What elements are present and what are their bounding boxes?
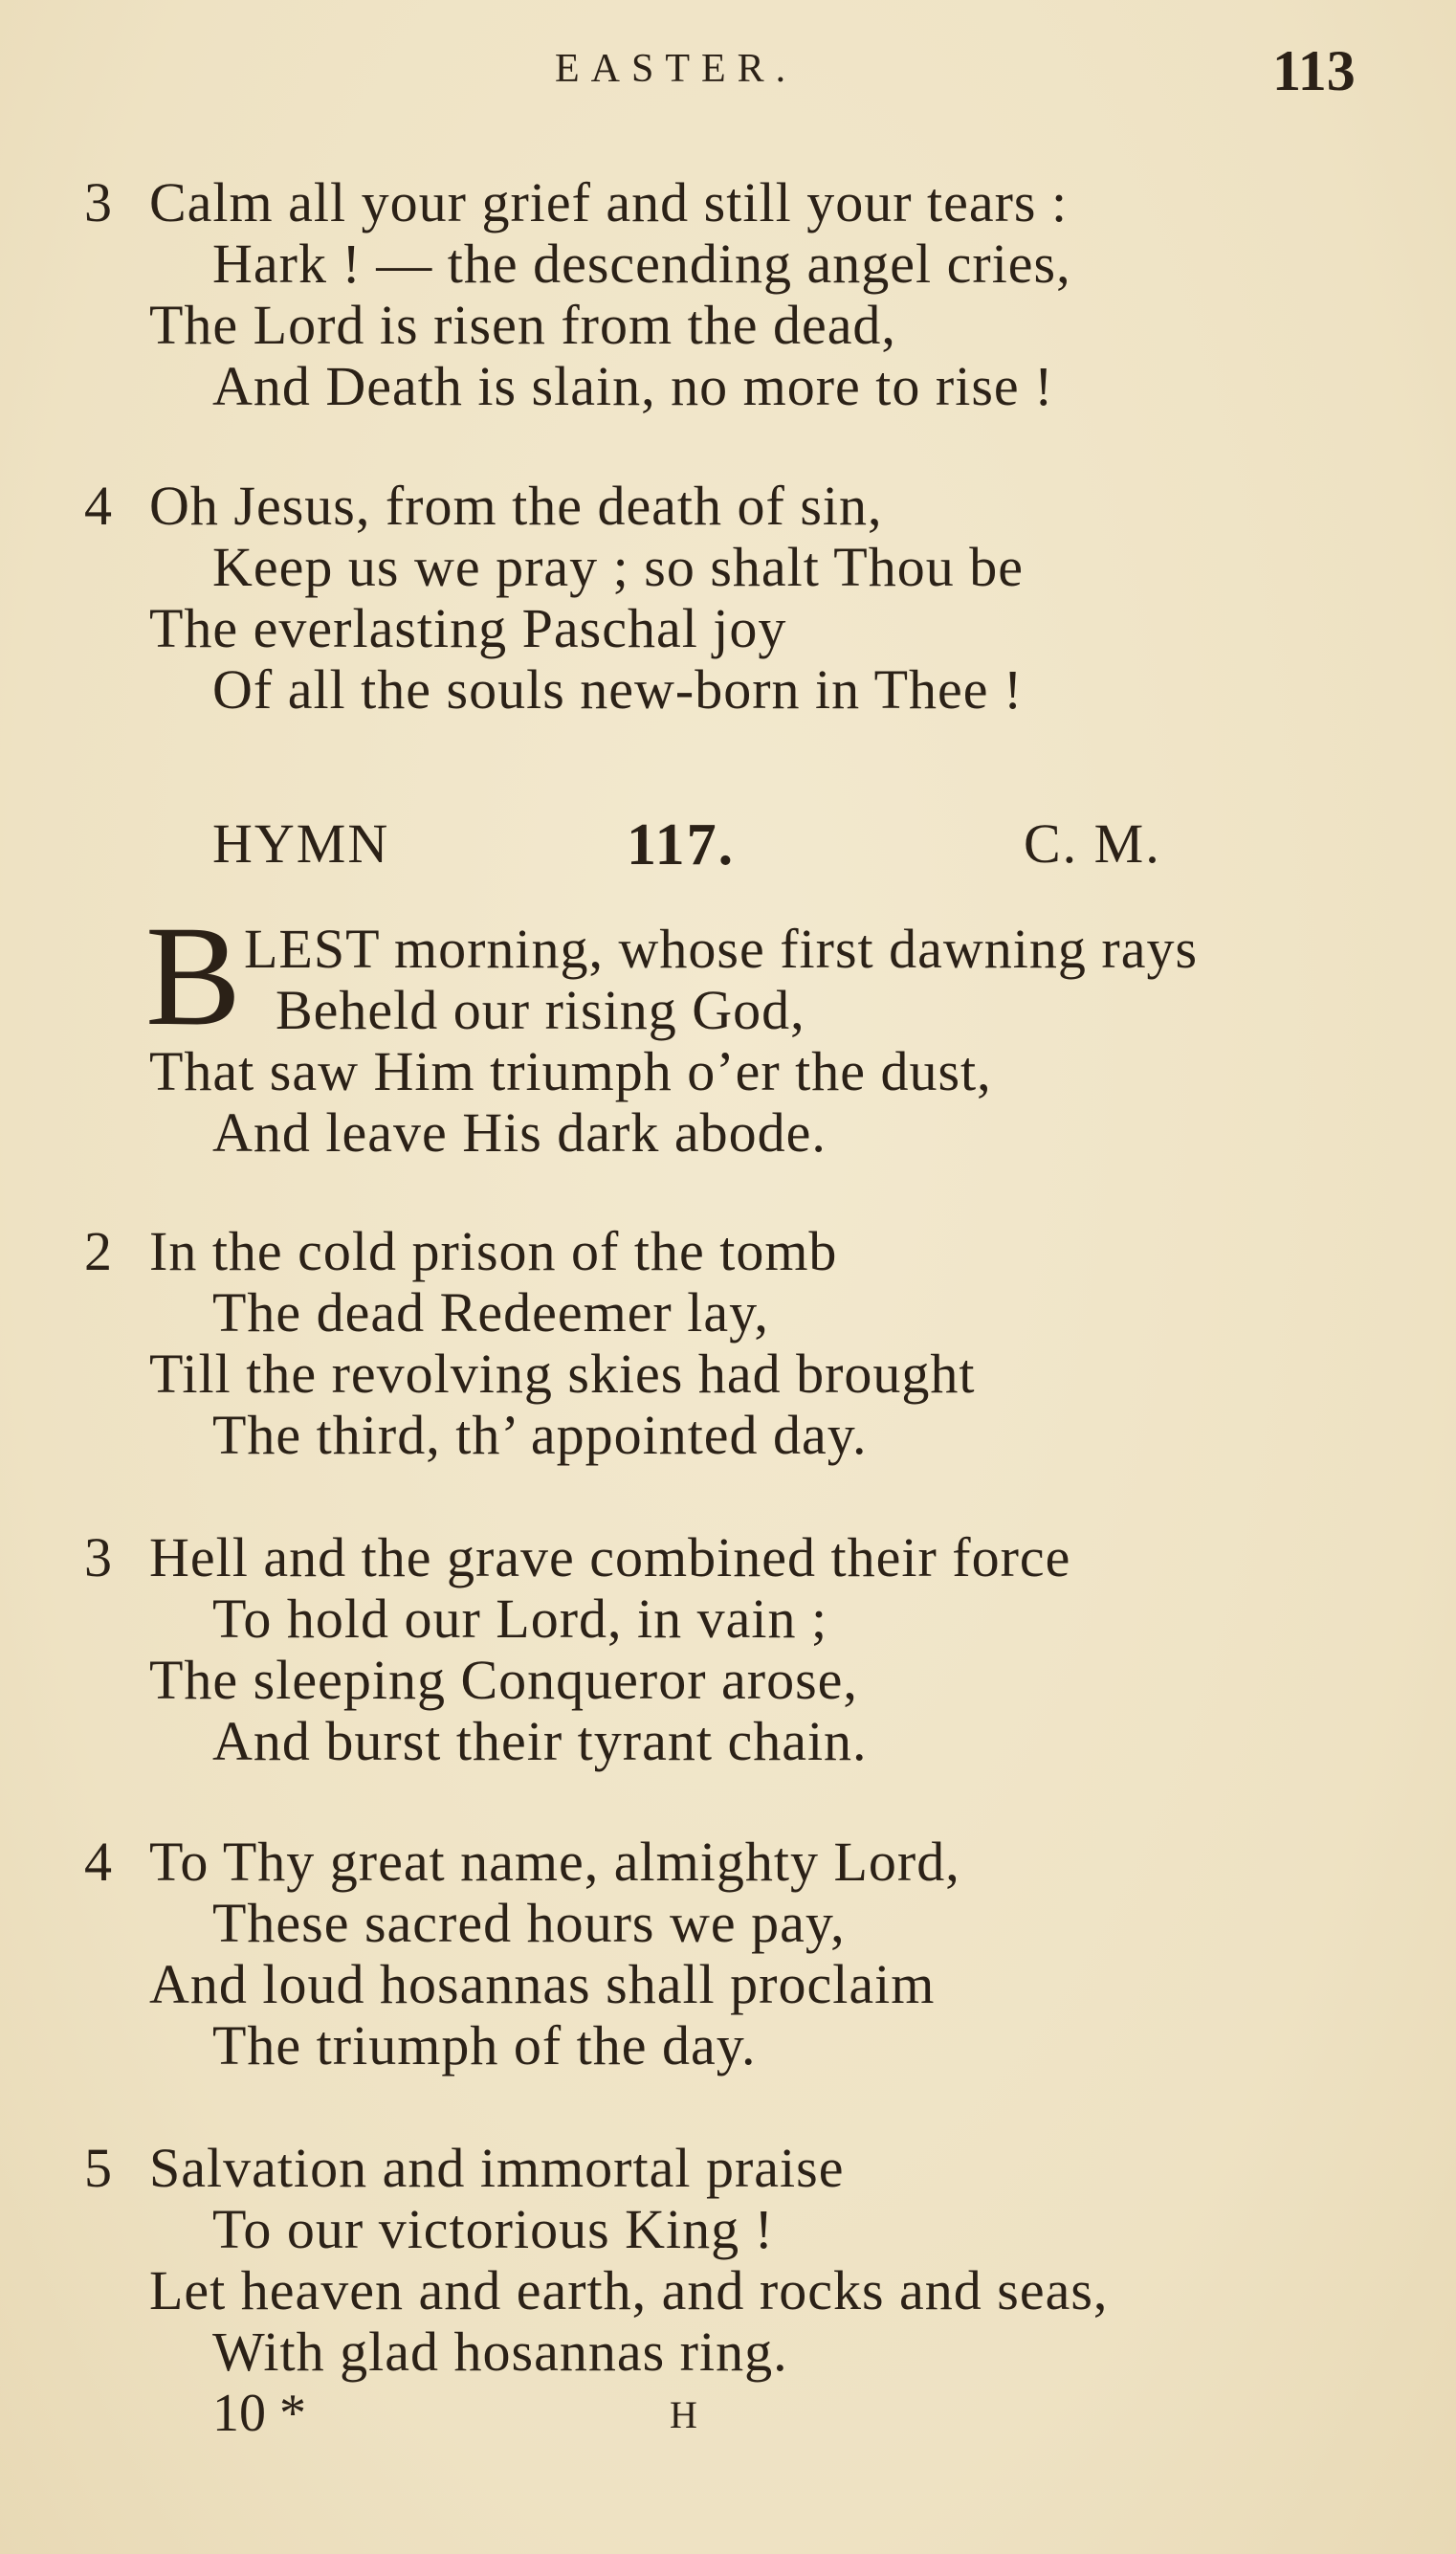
verse-line: Beheld our rising God, — [276, 979, 805, 1041]
stanza-number: 3 — [84, 1526, 112, 1588]
verse-line: Calm all your grief and still your tears : — [149, 171, 1069, 233]
verse-line: These sacred hours we pay, — [212, 1892, 846, 1954]
stanza-number: 2 — [84, 1220, 112, 1282]
page-number: 113 — [1272, 39, 1356, 102]
verse-line: The Lord is risen from the dead, — [149, 294, 896, 356]
stanza-number: 5 — [84, 2137, 112, 2199]
verse-line: Of all the souls new-born in Thee ! — [212, 658, 1024, 721]
verse-line: And burst their tyrant chain. — [212, 1710, 868, 1772]
verse-line: The dead Redeemer lay, — [212, 1281, 769, 1344]
verse-line: With glad hosannas ring. — [212, 2321, 788, 2383]
running-header: EASTER. — [555, 47, 798, 91]
verse-line: The triumph of the day. — [212, 2014, 757, 2077]
verse-line: Hell and the grave combined their force — [149, 1526, 1071, 1588]
hymn-meter: C. M. — [1024, 812, 1161, 875]
verse-line: To our victorious King ! — [212, 2198, 774, 2260]
verse-line: To Thy great name, almighty Lord, — [149, 1831, 960, 1893]
verse-line: LEST morning, whose first dawning rays — [244, 918, 1199, 980]
stanza-number: 4 — [84, 1831, 112, 1893]
verse-line: Hark ! — the descending angel cries, — [212, 233, 1071, 295]
verse-line: Till the revolving skies had brought — [149, 1343, 976, 1405]
verse-line: Salvation and immortal praise — [149, 2137, 845, 2199]
stanza-number: 3 — [84, 171, 112, 233]
verse-line: The sleeping Conqueror arose, — [149, 1649, 858, 1711]
verse-line: The third, th’ appointed day. — [212, 1404, 868, 1466]
drop-cap: B — [145, 897, 242, 1055]
verse-line: Let heaven and earth, and rocks and seas, — [149, 2259, 1109, 2321]
verse-line: To hold our Lord, in vain ; — [212, 1588, 828, 1650]
verse-line: In the cold prison of the tomb — [149, 1220, 838, 1282]
verse-line: Keep us we pray ; so shalt Thou be — [212, 536, 1024, 598]
hymn-label: HYMN — [212, 812, 390, 875]
hymn-number: 117. — [627, 812, 736, 877]
verse-line: Oh Jesus, from the death of sin, — [149, 475, 883, 537]
verse-line: And loud hosannas shall proclaim — [149, 1953, 936, 2015]
verse-line: The everlasting Paschal joy — [149, 597, 787, 659]
verse-line: And Death is slain, no more to rise ! — [212, 355, 1054, 417]
verse-line: And leave His dark abode. — [212, 1101, 827, 1164]
verse-line: That saw Him triumph o’er the dust, — [149, 1040, 992, 1102]
stanza-number: 4 — [84, 475, 112, 537]
gathering-mark: H — [670, 2393, 697, 2436]
signature-mark: 10 * — [212, 2384, 306, 2443]
